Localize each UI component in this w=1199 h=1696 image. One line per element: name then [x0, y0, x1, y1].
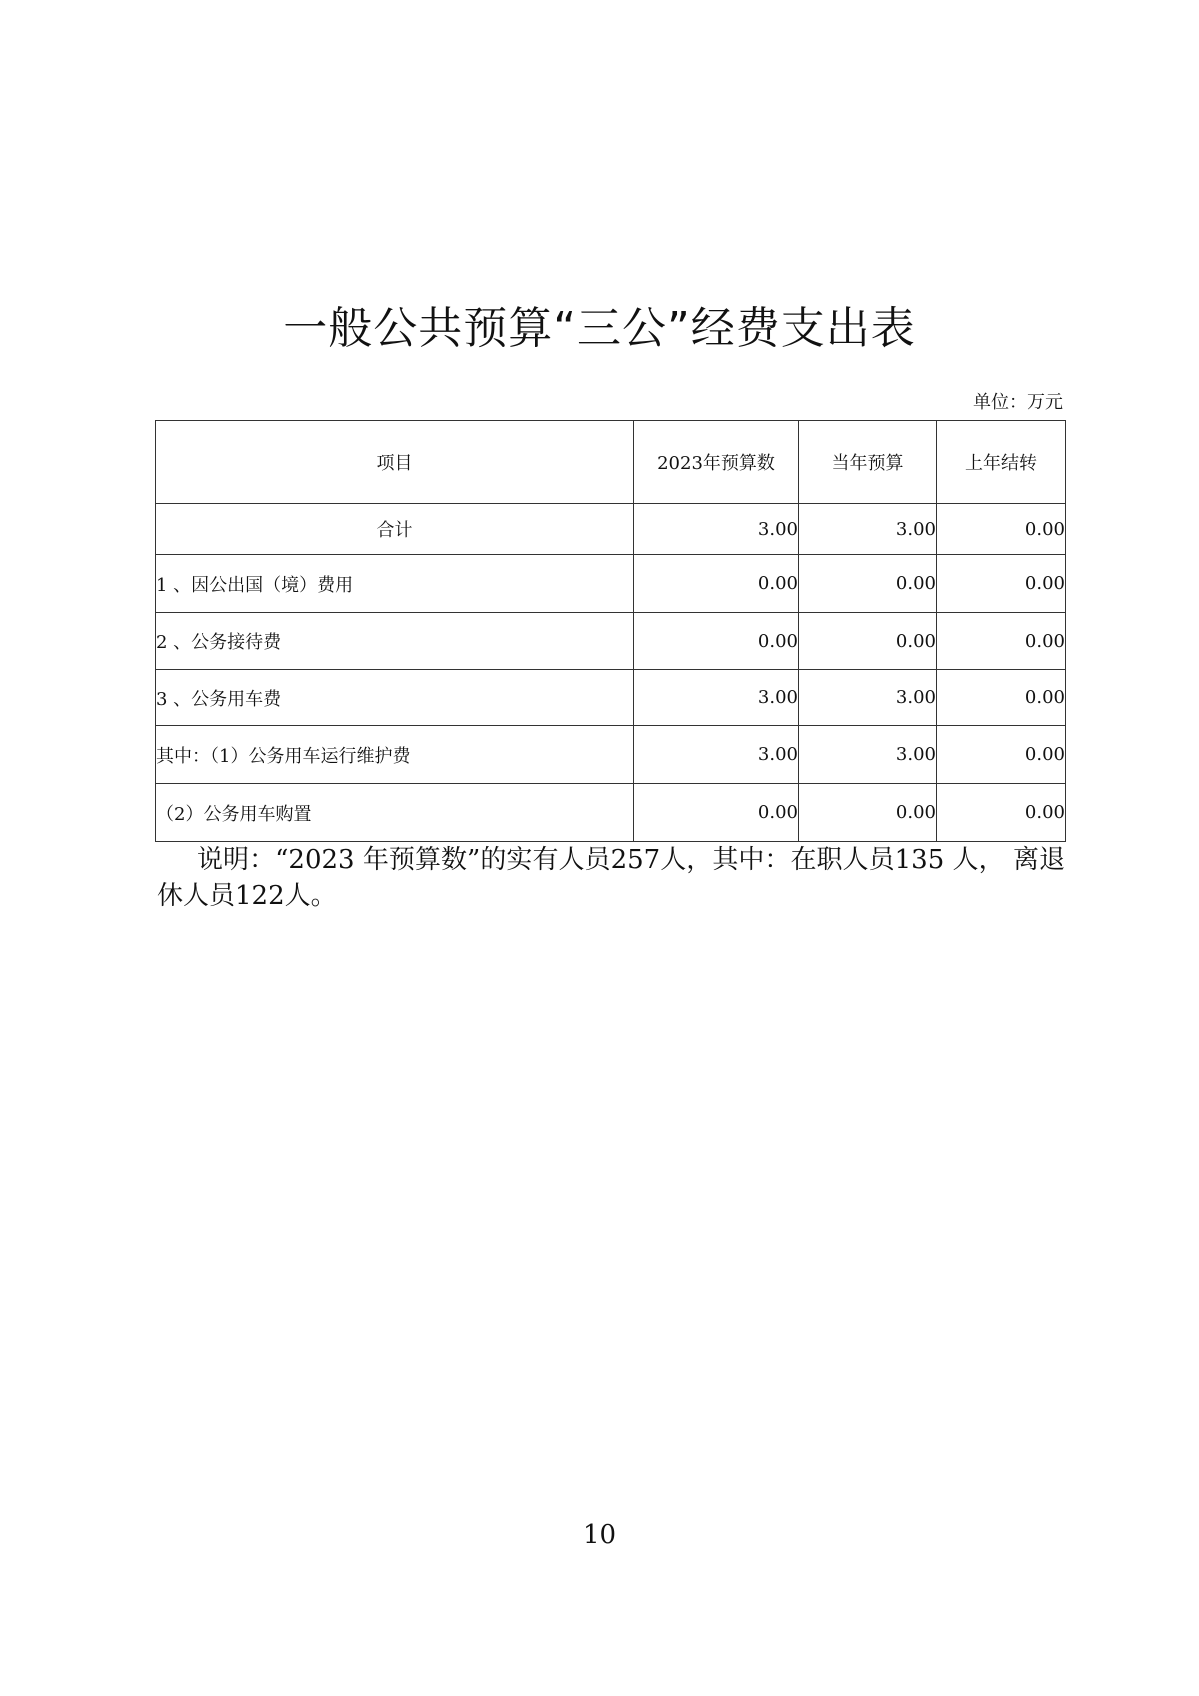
row-name: （2）公务用车购置	[156, 784, 634, 842]
table-row	[156, 613, 1066, 670]
row-name: 其中：（1）公务用车运行维护费	[156, 726, 634, 784]
carryover-value: 0.00	[937, 613, 1066, 670]
carryover-value: 0.00	[937, 784, 1066, 842]
carryover-value: 0.00	[937, 504, 1066, 555]
current-year-value: 3.00	[799, 504, 937, 555]
current-year-value: 0.00	[799, 555, 937, 613]
carryover-value: 0.00	[937, 670, 1066, 726]
table-row	[156, 555, 1066, 613]
budget-2023-value: 3.00	[634, 726, 799, 784]
row-name: 2 、公务接待费	[156, 613, 634, 670]
table-row	[156, 726, 1066, 784]
current-year-value: 3.00	[799, 726, 937, 784]
column-header-carryover: 上年结转	[937, 421, 1066, 504]
budget-2023-value: 0.00	[634, 555, 799, 613]
table-row	[156, 670, 1066, 726]
row-name: 3 、公务用车费	[156, 670, 634, 726]
table-row	[156, 784, 1066, 842]
page-number: 10	[582, 1520, 617, 1550]
budget-2023-value: 3.00	[634, 670, 799, 726]
budget-2023-value: 0.00	[634, 613, 799, 670]
carryover-value: 0.00	[937, 555, 1066, 613]
table-row-total	[156, 504, 1066, 555]
current-year-value: 0.00	[799, 784, 937, 842]
page-title: 一般公共预算“三公”经费支出表	[283, 303, 916, 354]
current-year-value: 0.00	[799, 613, 937, 670]
budget-table	[155, 420, 1066, 842]
budget-2023-value: 3.00	[634, 504, 799, 555]
explanation-note: 说明：“2023 年预算数”的实有人员257人，其中：在职人员135 人， 离退休人员122人。	[157, 845, 1065, 911]
budget-2023-value: 0.00	[634, 784, 799, 842]
carryover-value: 0.00	[937, 726, 1066, 784]
row-name: 1 、因公出国（境）费用	[156, 555, 634, 613]
table-header-row	[156, 421, 1066, 504]
column-header-budget-2023: 2023年预算数	[634, 421, 799, 504]
unit-label: 单位：万元	[973, 392, 1063, 413]
column-header-current-year: 当年预算	[799, 421, 937, 504]
current-year-value: 3.00	[799, 670, 937, 726]
column-header-item: 项目	[156, 421, 634, 504]
row-name: 合计	[156, 504, 634, 555]
